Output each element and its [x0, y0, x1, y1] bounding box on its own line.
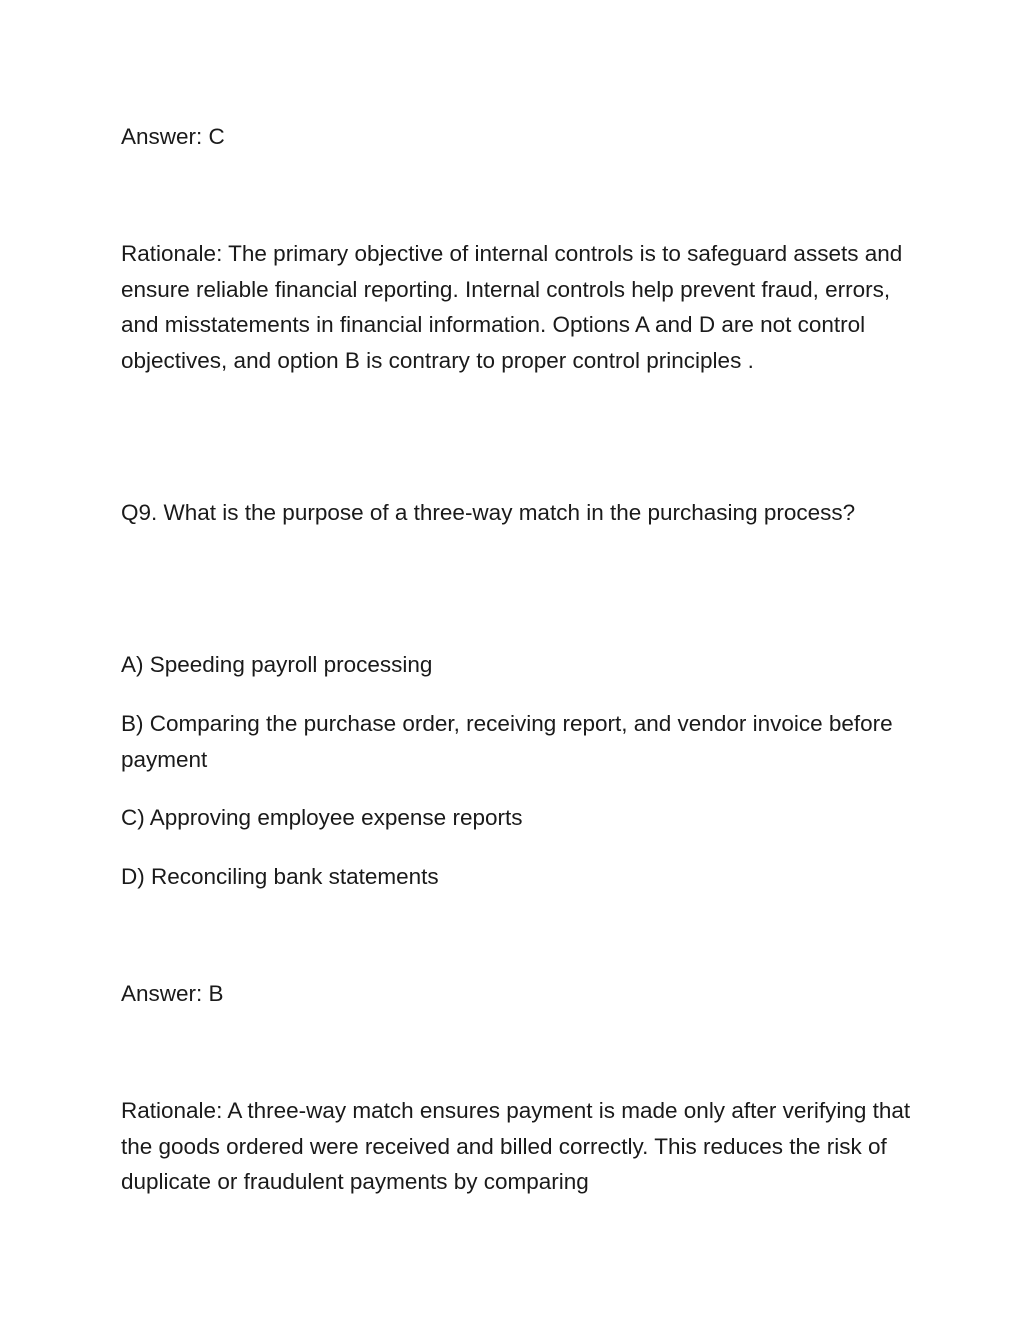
option-d: D) Reconciling bank statements	[121, 864, 439, 889]
previous-answer: Answer: C	[121, 124, 225, 149]
rationale-q9: Rationale: A three-way match ensures payment is made only after verifying that the goods ordered were received and billed correctly. This reduces the risk of duplicate or fraudulent payments by comparing	[121, 1098, 911, 1194]
option-c: C) Approving employee expense reports	[121, 805, 523, 830]
option-a: A) Speeding payroll processing	[121, 652, 433, 677]
option-b: B) Comparing the purchase order, receiving report, and vendor invoice before payment	[121, 711, 893, 772]
previous-rationale: Rationale: The primary objective of internal controls is to safeguard assets and ensure reliable financial reporting. Internal controls help prevent fraud, errors, and misstatements in financial information. Options A and D are not control objectives, and option B is contrary to proper control principles .	[121, 241, 903, 373]
answer-q9: Answer: B	[121, 981, 224, 1006]
question-q9: Q9. What is the purpose of a three-way match in the purchasing process?	[121, 500, 856, 525]
